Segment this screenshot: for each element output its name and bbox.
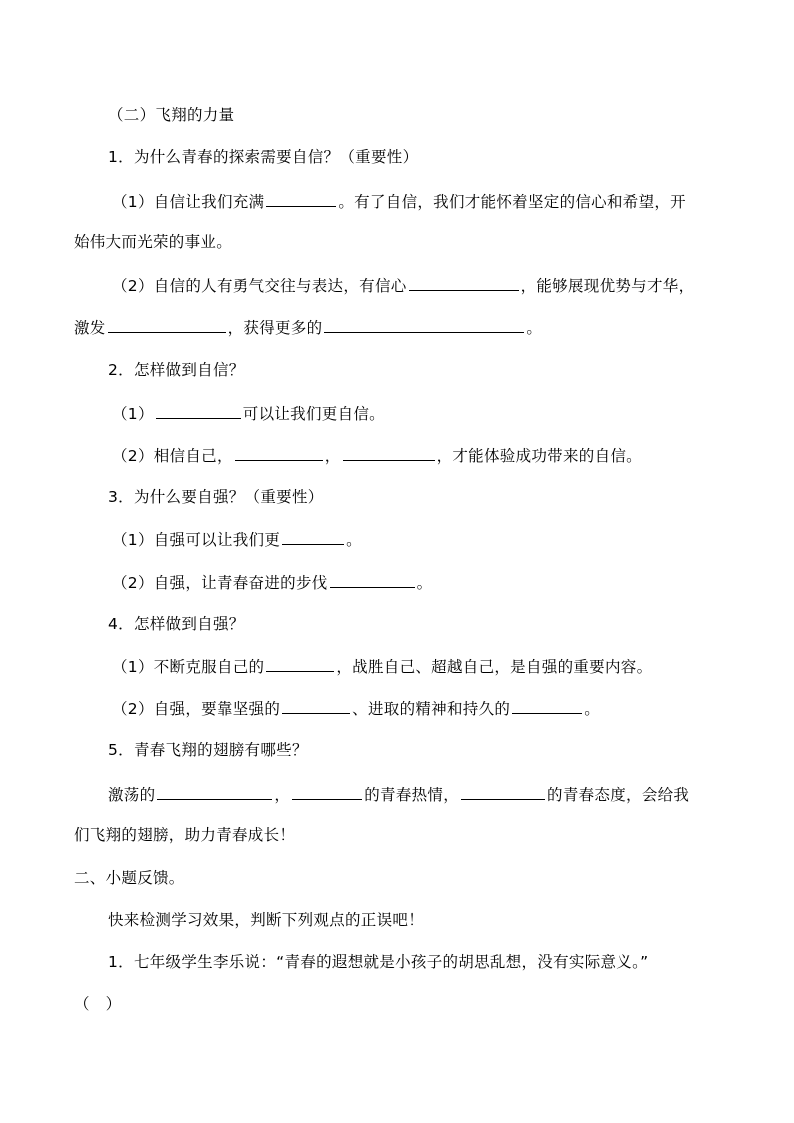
answer-blank[interactable] [409, 274, 519, 291]
answer-blank[interactable] [324, 316, 524, 333]
question-1-title: 1．为什么青春的探索需要自信？（重要性） [108, 148, 419, 166]
answer-blank[interactable] [235, 444, 323, 461]
question-4-item-1: （1）不断克服自己的 ，战胜自己、超越自己，是自强的重要内容。 [112, 655, 652, 678]
answer-blank[interactable] [156, 402, 241, 419]
question-5-item-continued: 们飞翔的翅膀，助力青春成长！ [74, 826, 296, 844]
answer-blank[interactable] [461, 783, 545, 800]
question-3-item-2: （2）自强，让青春奋进的步伐 。 [112, 571, 432, 594]
answer-blank[interactable] [157, 783, 272, 800]
judgement-question-1: 1．七年级学生李乐说：“青春的遐想就是小孩子的胡思乱想，没有实际意义。” [108, 953, 649, 971]
answer-blank[interactable] [266, 655, 334, 672]
answer-blank[interactable] [266, 190, 336, 207]
question-2-item-2: （2）相信自己， ， ，才能体验成功带来的自信。 [112, 444, 642, 467]
question-3-title: 3．为什么要自强？（重要性） [108, 488, 324, 506]
question-5-title: 5．青春飞翔的翅膀有哪些？ [108, 741, 308, 759]
answer-blank[interactable] [512, 697, 582, 714]
answer-blank[interactable] [282, 697, 350, 714]
question-1-item-1: （1）自信让我们充满 。有了自信，我们才能怀着坚定的信心和希望，开 [112, 190, 686, 213]
answer-blank[interactable] [292, 783, 362, 800]
question-1-item-2-continued: 激发 ，获得更多的 。 [74, 316, 542, 339]
question-2-title: 2．怎样做到自信？ [108, 361, 245, 379]
question-1-item-2: （2）自信的人有勇气交往与表达，有信心 ，能够展现优势与才华， [112, 274, 694, 297]
answer-blank[interactable] [330, 571, 415, 588]
answer-blank[interactable] [282, 528, 344, 545]
judgement-answer-brackets[interactable]: （ ） [74, 995, 122, 1013]
question-1-item-1-continued: 始伟大而光荣的事业。 [74, 233, 233, 251]
answer-blank[interactable] [343, 444, 435, 461]
part-two-title: 二、小题反馈。 [74, 869, 185, 887]
part-two-intro: 快来检测学习效果，判断下列观点的正误吧！ [108, 911, 425, 929]
question-5-item: 激荡的 ， 的青春热情， 的青春态度，会给我 [108, 783, 689, 806]
question-4-title: 4．怎样做到自强？ [108, 615, 245, 633]
question-3-item-1: （1）自强可以让我们更 。 [112, 528, 362, 551]
question-4-item-2: （2）自强，要靠坚强的 、进取的精神和持久的 。 [112, 697, 600, 720]
question-2-item-1: （1） 可以让我们更自信。 [112, 402, 385, 425]
answer-blank[interactable] [108, 316, 226, 333]
section-title: （二）飞翔的力量 [108, 106, 235, 124]
